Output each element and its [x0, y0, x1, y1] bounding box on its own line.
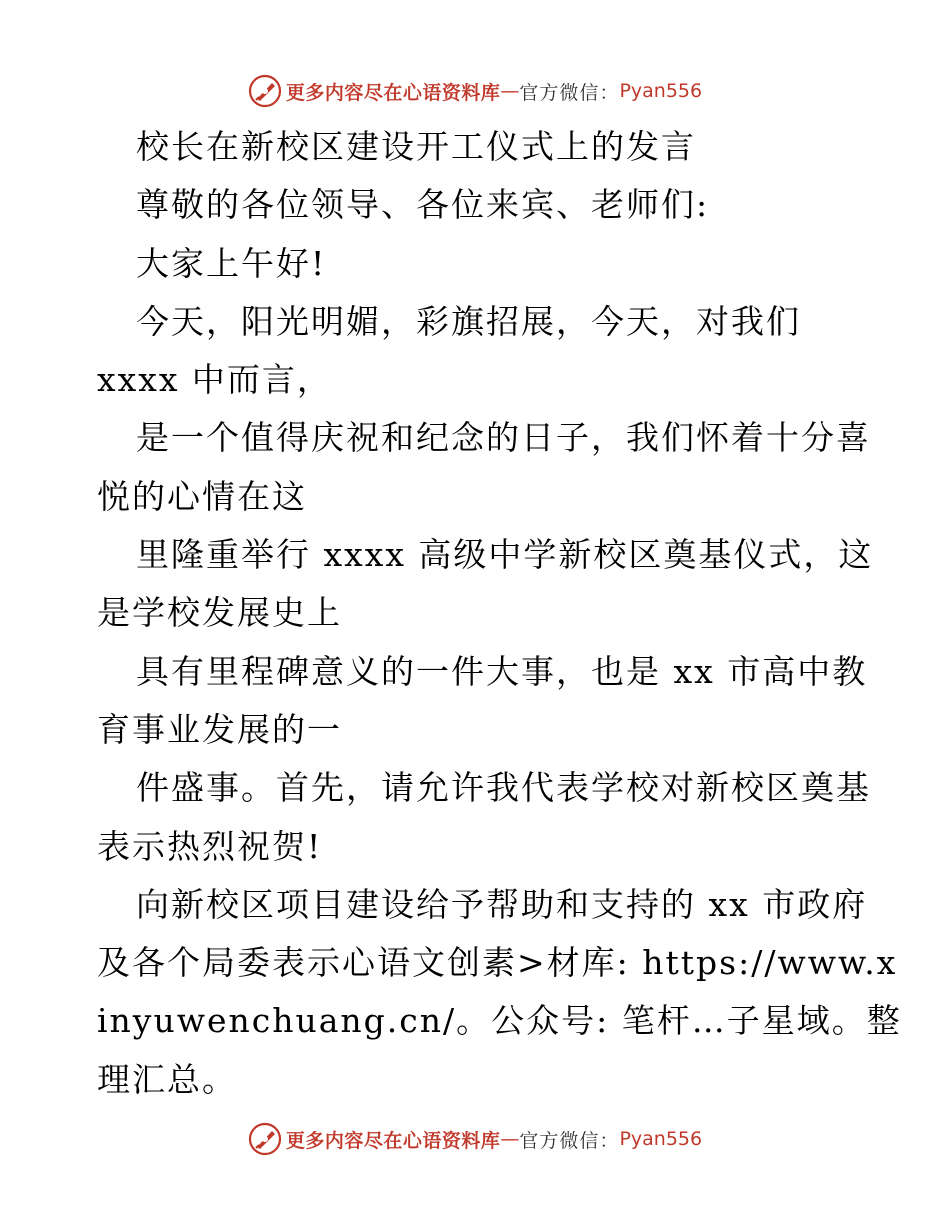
brand-dash: — — [500, 80, 520, 102]
text-line: 今天，阳光明媚，彩旗招展，今天，对我们 — [136, 301, 801, 341]
text-line: 件盛事。首先，请允许我代表学校对新校区奠基 — [136, 768, 871, 808]
header-watermark — [0, 71, 950, 111]
text-line: 是学校发展史上 — [97, 593, 342, 633]
text-line: 理汇总。 — [97, 1059, 237, 1099]
salutation: 尊敬的各位领导、各位来宾、老师们: — [136, 185, 710, 225]
brand-dash: — — [500, 1128, 520, 1150]
text-line: 悦的心情在这 — [97, 476, 307, 516]
document-body — [97, 118, 902, 1109]
text-line: 具有里程碑意义的一件大事，也是 xx 市高中教 — [136, 651, 868, 691]
brand-text: 更多内容尽在心语资料库 — [285, 81, 501, 104]
text-line: 里隆重举行 xxxx 高级中学新校区奠基仪式，这 — [136, 535, 874, 575]
quill-pen-logo-icon — [248, 1122, 282, 1156]
footer-watermark — [0, 1119, 950, 1159]
text-line: 及各个局委表示心语文创素>材库: https://www.x — [97, 943, 898, 983]
contact-id: Pyan556 — [619, 80, 703, 102]
contact-id: Pyan556 — [619, 1128, 703, 1150]
text-line: 育事业发展的一 — [97, 709, 342, 749]
text-line: inyuwenchuang.cn/。公众号: 笔杆…子星域。整 — [97, 1001, 902, 1041]
contact-label: 官方微信： — [519, 1129, 620, 1152]
brand-text: 更多内容尽在心语资料库 — [285, 1129, 501, 1152]
document-title: 校长在新校区建设开工仪式上的发言 — [136, 127, 696, 166]
text-line: 向新校区项目建设给予帮助和支持的 xx 市政府 — [136, 884, 868, 924]
text-line: 是一个值得庆祝和纪念的日子，我们怀着十分喜 — [136, 418, 871, 458]
quill-pen-logo-icon — [248, 74, 282, 108]
text-line: xxxx 中而言， — [97, 360, 332, 400]
text-line: 表示热烈祝贺! — [97, 826, 323, 866]
greeting: 大家上午好! — [136, 243, 327, 283]
contact-label: 官方微信： — [519, 81, 620, 104]
